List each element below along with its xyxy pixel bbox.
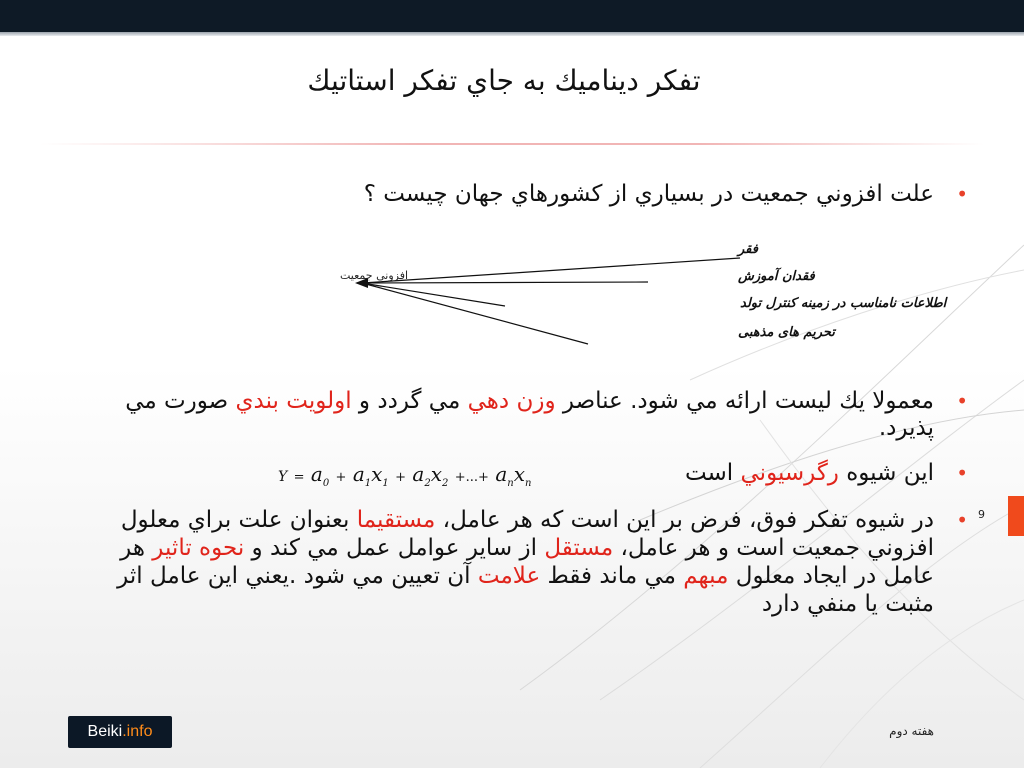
highlight-independent: مستقل — [544, 535, 614, 561]
diagram-line-1 — [362, 258, 740, 283]
logo-main: Beiki — [87, 723, 123, 740]
bullet-explanation: • در شيوه تفكر فوق، فرض بر اين است كه هر عامل، مستقيما بعنوان علت براي معلول افزوني جمعيت است و هر عامل، مستقل از ساير عوامل عمل مي كند و نحوه تاثير هر عامل در ايجاد معلول مبهم مي ماند فقط علامت آن تعيين مي شود .يعني اين عامل اثر مثبت يا منفي دارد — [114, 506, 934, 618]
diagram-cause-4: تحریم های مذهبی — [738, 325, 835, 340]
diagram-line-4 — [362, 283, 588, 344]
bullet-list-weighting: • معمولا يك ليست ارائه مي شود. عناصر وزن دهي مي گردد و اولويت بندي صورت مي پذيرد. — [114, 388, 934, 442]
logo[interactable] — [68, 716, 172, 748]
diagram-cause-1: فقر — [738, 242, 758, 257]
diagram-line-2 — [362, 282, 648, 283]
page-number: 9 — [978, 508, 985, 521]
highlight-regression: رگرسيوني — [740, 460, 839, 486]
diagram-cause-2: فقدان آموزش — [738, 269, 815, 284]
regression-formula: $Y = a_0 + a_1x_1 + a_2x_2$ +...+ $a_nx_n$ — [278, 462, 532, 489]
highlight-weighting: وزن دهي — [467, 388, 556, 414]
diagram-target-label: افزونی جمعیت — [340, 269, 409, 282]
highlight-manner-of-effect: نحوه تاثير — [152, 535, 245, 561]
highlight-prioritization: اولويت بندي — [235, 388, 352, 414]
bullet-regression: • اين شيوه رگرسيوني است — [534, 460, 934, 487]
bullet-question: • علت افزوني جمعيت در بسياري از كشورهاي جهان چيست ؟ — [154, 181, 934, 208]
highlight-sign: علامت — [477, 563, 541, 589]
highlight-ambiguous: مبهم — [683, 563, 729, 589]
diagram-cause-3: اطلاعات نامناسب در زمینه کنترل تولد — [740, 296, 947, 311]
logo-accent: .info — [122, 723, 153, 740]
highlight-directly: مستقيما — [356, 507, 436, 533]
slide-title: تفكر ديناميك به جاي تفكر استاتيك — [307, 64, 701, 97]
side-tab — [1008, 496, 1024, 536]
footer-text: هفته دوم — [889, 724, 934, 738]
